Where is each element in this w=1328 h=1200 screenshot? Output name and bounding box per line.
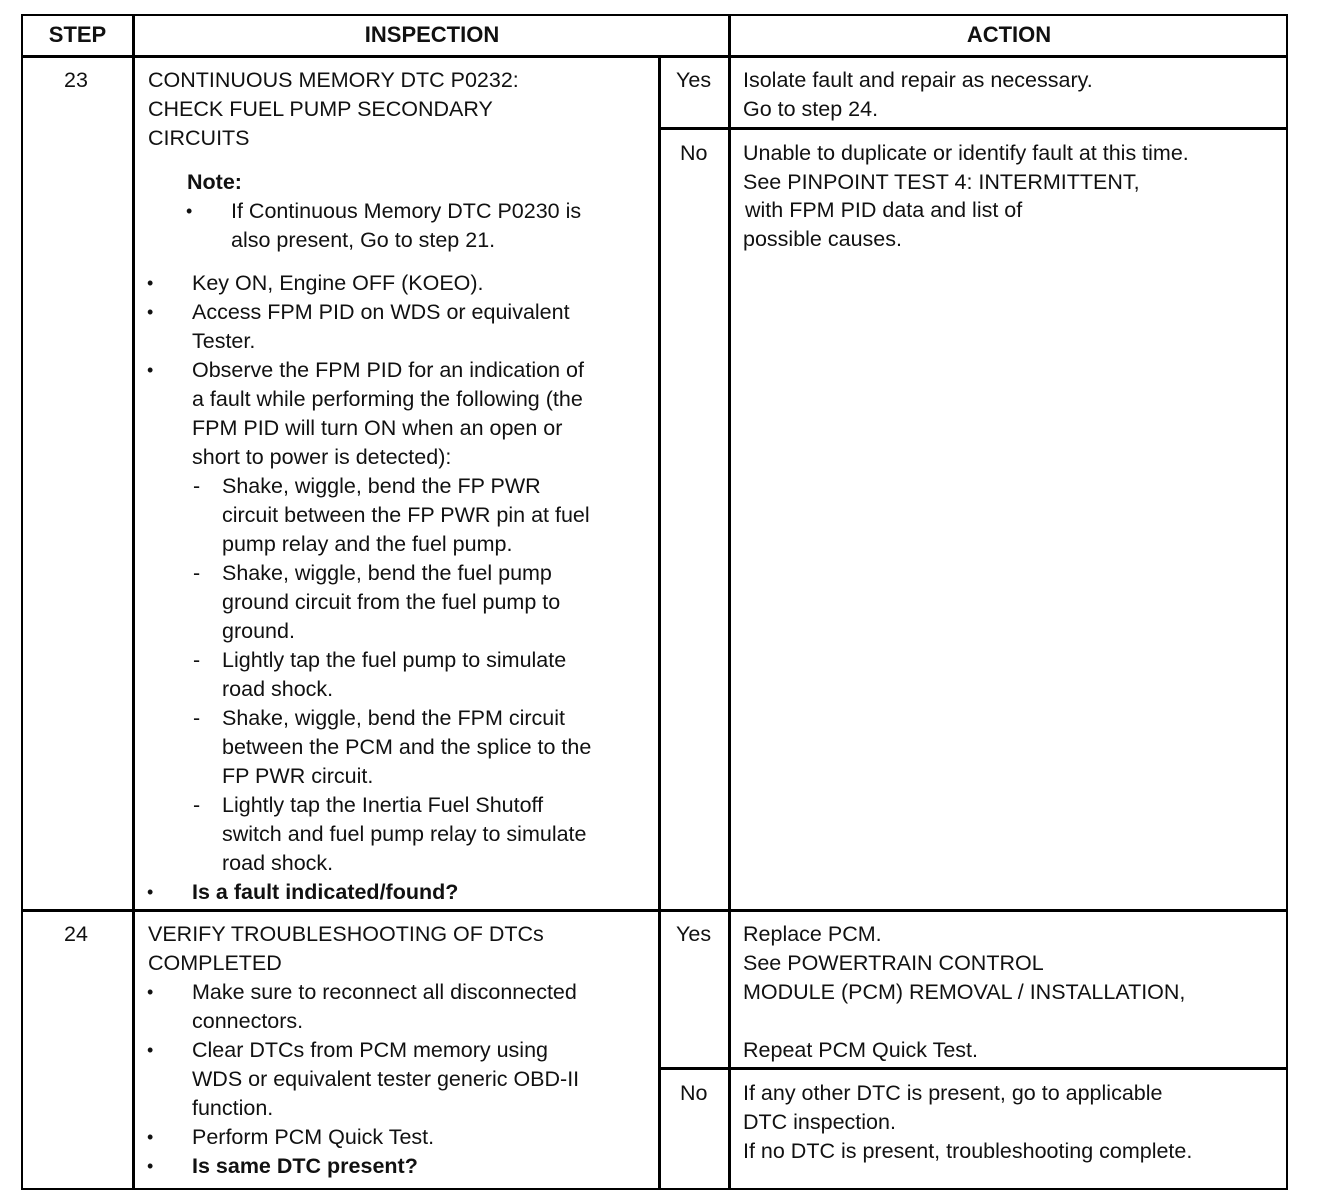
row-divider <box>21 909 1288 912</box>
yes-label: Yes <box>676 922 712 946</box>
bullet: • <box>147 360 154 380</box>
header-inspection: INSPECTION <box>364 22 500 47</box>
col-divider-step <box>132 14 135 1190</box>
col-divider-answer <box>658 57 661 1190</box>
note-line: also present, Go to step 21. <box>231 228 496 252</box>
action-line: See PINPOINT TEST 4: INTERMITTENT, <box>743 170 1140 194</box>
question: Is a fault indicated/found? <box>192 880 459 904</box>
step-title-line: CHECK FUEL PUMP SECONDARY <box>148 97 493 121</box>
yes-no-divider-23 <box>658 127 1288 130</box>
dash-bullet: - <box>193 793 201 817</box>
dash-bullet: - <box>193 648 201 672</box>
action-line: possible causes. <box>743 227 902 251</box>
subitem-line: Shake, wiggle, bend the FPM circuit <box>222 706 565 730</box>
dash-bullet: - <box>193 474 201 498</box>
bullet: • <box>147 882 154 902</box>
step-number: 24 <box>64 922 88 946</box>
subitem-line: circuit between the FP PWR pin at fuel <box>222 503 590 527</box>
subitem-line: between the PCM and the splice to the <box>222 735 592 759</box>
action-line: Replace PCM. <box>743 922 882 946</box>
subitem-line: Lightly tap the fuel pump to simulate <box>222 648 567 672</box>
bullet-line: Observe the FPM PID for an indication of <box>192 358 584 382</box>
note-label: Note: <box>187 170 242 194</box>
subitem-line: FP PWR circuit. <box>222 764 374 788</box>
step-title-line: CONTINUOUS MEMORY DTC P0232: <box>148 68 519 92</box>
bullet: • <box>147 982 154 1002</box>
step-number: 23 <box>64 68 88 92</box>
dash-bullet: - <box>193 561 201 585</box>
bullet-line: Key ON, Engine OFF (KOEO). <box>192 271 484 295</box>
subitem-line: road shock. <box>222 851 334 875</box>
action-line: If no DTC is present, troubleshooting complete. <box>743 1139 1193 1163</box>
bullet: • <box>147 1040 154 1060</box>
yes-label: Yes <box>676 68 712 92</box>
bullet-line: Perform PCM Quick Test. <box>192 1125 435 1149</box>
bullet-line: short to power is detected): <box>192 445 452 469</box>
bullet-line: Access FPM PID on WDS or equivalent <box>192 300 570 324</box>
header-step: STEP <box>48 22 107 47</box>
bullet-line: connectors. <box>192 1009 304 1033</box>
bullet: • <box>147 273 154 293</box>
subitem-line: ground. <box>222 619 295 643</box>
subitem-line: Lightly tap the Inertia Fuel Shutoff <box>222 793 544 817</box>
no-label: No <box>680 141 708 165</box>
note-line: If Continuous Memory DTC P0230 is <box>231 199 582 223</box>
step-title-line: COMPLETED <box>148 951 282 975</box>
subitem-line: switch and fuel pump relay to simulate <box>222 822 587 846</box>
bullet-line: Clear DTCs from PCM memory using <box>192 1038 548 1062</box>
note-bullet: • <box>186 201 193 221</box>
subitem-line: Shake, wiggle, bend the fuel pump <box>222 561 552 585</box>
step-title-line: CIRCUITS <box>148 126 250 150</box>
no-label: No <box>680 1081 708 1105</box>
bullet-line: Tester. <box>192 329 256 353</box>
subitem-line: ground circuit from the fuel pump to <box>222 590 561 614</box>
action-line: with FPM PID data and list of <box>745 198 1023 222</box>
yes-no-divider-24 <box>658 1067 1288 1070</box>
bullet-line: WDS or equivalent tester generic OBD-II <box>192 1067 580 1091</box>
action-line: Go to step 24. <box>743 97 879 121</box>
bullet: • <box>147 302 154 322</box>
step-title-line: VERIFY TROUBLESHOOTING OF DTCs <box>148 922 544 946</box>
bullet-line: function. <box>192 1096 274 1120</box>
action-line: Repeat PCM Quick Test. <box>743 1038 978 1062</box>
dash-bullet: - <box>193 706 201 730</box>
action-line: MODULE (PCM) REMOVAL / INSTALLATION, <box>743 980 1186 1004</box>
bullet: • <box>147 1127 154 1147</box>
subitem-line: road shock. <box>222 677 334 701</box>
bullet-line: a fault while performing the following (the <box>192 387 583 411</box>
bullet: • <box>147 1156 154 1176</box>
question: Is same DTC present? <box>192 1154 418 1178</box>
bullet-line: FPM PID will turn ON when an open or <box>192 416 563 440</box>
header-action: ACTION <box>966 22 1052 47</box>
action-line: If any other DTC is present, go to applicable <box>743 1081 1163 1105</box>
action-line: See POWERTRAIN CONTROL <box>743 951 1044 975</box>
header-divider <box>21 55 1288 58</box>
subitem-line: Shake, wiggle, bend the FP PWR <box>222 474 541 498</box>
bullet-line: Make sure to reconnect all disconnected <box>192 980 577 1004</box>
action-line: DTC inspection. <box>743 1110 896 1134</box>
subitem-line: pump relay and the fuel pump. <box>222 532 513 556</box>
action-line: Isolate fault and repair as necessary. <box>743 68 1093 92</box>
action-line: Unable to duplicate or identify fault at this time. <box>743 141 1189 165</box>
col-divider-action <box>728 14 731 1190</box>
